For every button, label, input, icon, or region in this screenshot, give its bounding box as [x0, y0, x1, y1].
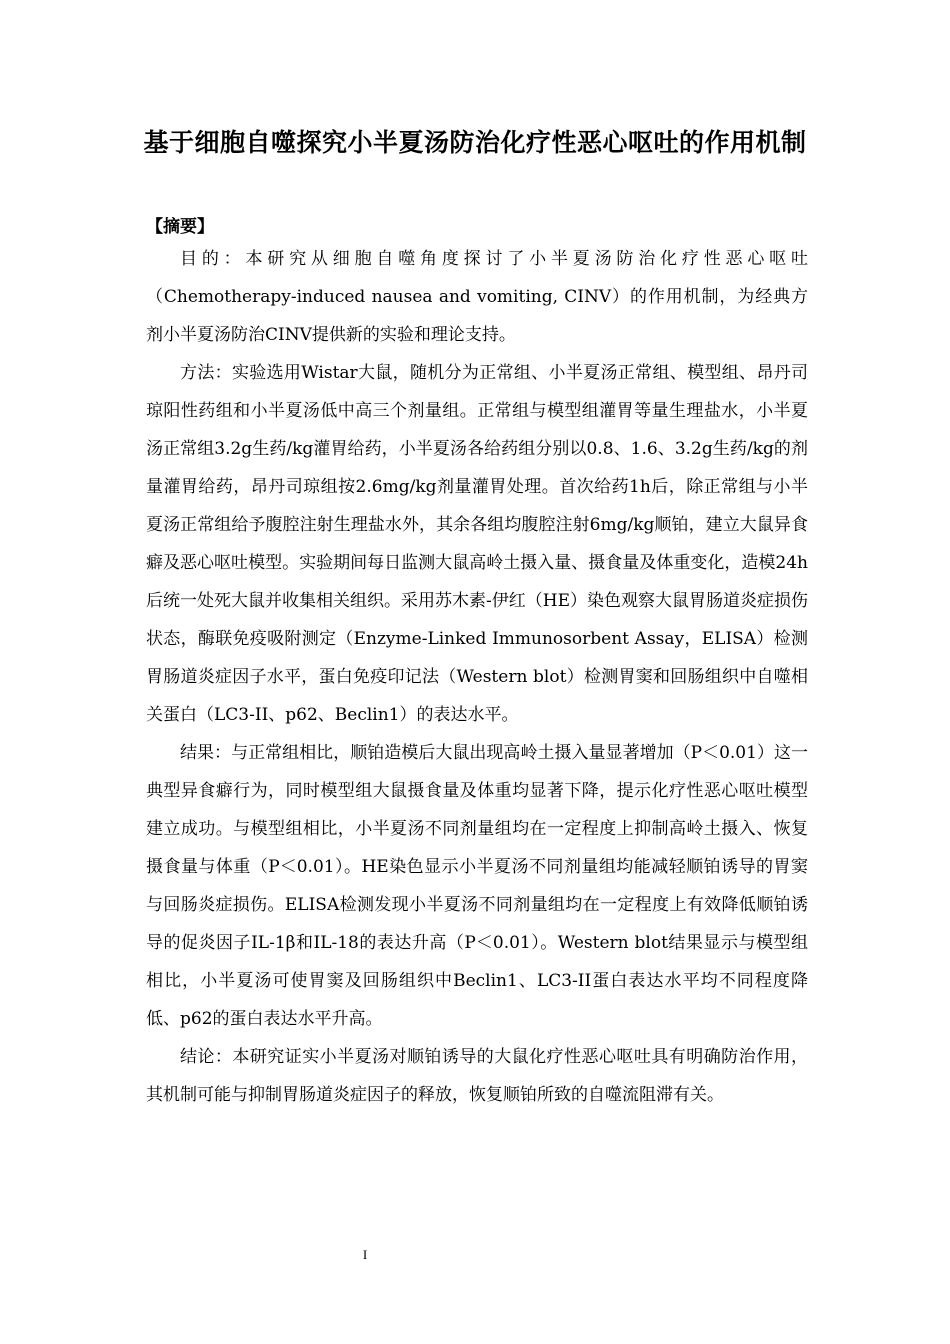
methods-label: 方法：	[180, 363, 232, 383]
objective-label: 目的：	[180, 249, 246, 269]
page-number: I	[362, 1247, 368, 1262]
paper-title: 基于细胞自噬探究小半夏汤防治化疗性恶心呕吐的作用机制	[143, 128, 807, 157]
conclusion-label: 结论：	[180, 1047, 233, 1067]
abstract-body	[146, 240, 808, 1114]
results-label: 结果：	[180, 743, 232, 763]
abstract-heading: 【摘要】	[146, 217, 214, 237]
abstract-methods-paragraph	[146, 354, 808, 734]
abstract-conclusion-paragraph	[146, 1038, 808, 1114]
methods-text: 实验选用Wistar大鼠，随机分为正常组、小半夏汤正常组、模型组、昂丹司琼阳性药组和小半夏汤低中高三个剂量组。正常组与模型组灌胃等量生理盐水，小半夏汤正常组3.2g生药/kg灌胃给药，小半夏汤各给药组分别以0.8、1.6、3.2g生药/kg的剂量灌胃给药，昂丹司琼组按2.6mg/kg剂量灌胃处理。首次给药1h后，除正常组与小半夏汤正常组给予腹腔注射生理盐水外，其余各组均腹腔注射6mg/kg顺铂，建立大鼠异食癖及恶心呕吐模型。实验期间每日监测大鼠高岭土摄入量、摄食量及体重变化，造模24h后统一处死大鼠并收集相关组织。采用苏木素-伊红（HE）染色观察大鼠胃肠道炎症损伤状态，酶联免疫吸附测定（Enzyme-Linked Immunosorbent Assay，ELISA）检测胃肠道炎症因子水平，蛋白免疫印记法（Western blot）检测胃窦和回肠组织中自噬相关蛋白（LC3-II、p62、Beclin1）的表达水平。	[146, 363, 808, 725]
conclusion-text: 本研究证实小半夏汤对顺铂诱导的大鼠化疗性恶心呕吐具有明确防治作用，其机制可能与抑制胃肠道炎症因子的释放，恢复顺铂所致的自噬流阻滞有关。	[146, 1047, 809, 1105]
objective-text: 本研究从细胞自噬角度探讨了小半夏汤防治化疗性恶心呕吐（Chemotherapy-induced nausea and vomiting, CINV）的作用机制，为经典方剂小半夏汤防治CINV提供新的实验和理论支持。	[146, 249, 809, 345]
results-text: 与正常组相比，顺铂造模后大鼠出现高岭土摄入量显著增加（P＜0.01）这一典型异食癖行为，同时模型组大鼠摄食量及体重均显著下降，提示化疗性恶心呕吐模型建立成功。与模型组相比，小半夏汤不同剂量组均在一定程度上抑制高岭土摄入、恢复摄食量与体重（P＜0.01）。HE染色显示小半夏汤不同剂量组均能减轻顺铂诱导的胃窦与回肠炎症损伤。ELISA检测发现小半夏汤不同剂量组均在一定程度上有效降低顺铂诱导的促炎因子IL-1β和IL-18的表达升高（P＜0.01）。Western blot结果显示与模型组相比，小半夏汤可使胃窦及回肠组织中Beclin1、LC3-II蛋白表达水平均不同程度降低、p62的蛋白表达水平升高。	[146, 743, 809, 1029]
abstract-results-paragraph	[146, 734, 808, 1038]
abstract-objective-paragraph	[146, 240, 808, 354]
